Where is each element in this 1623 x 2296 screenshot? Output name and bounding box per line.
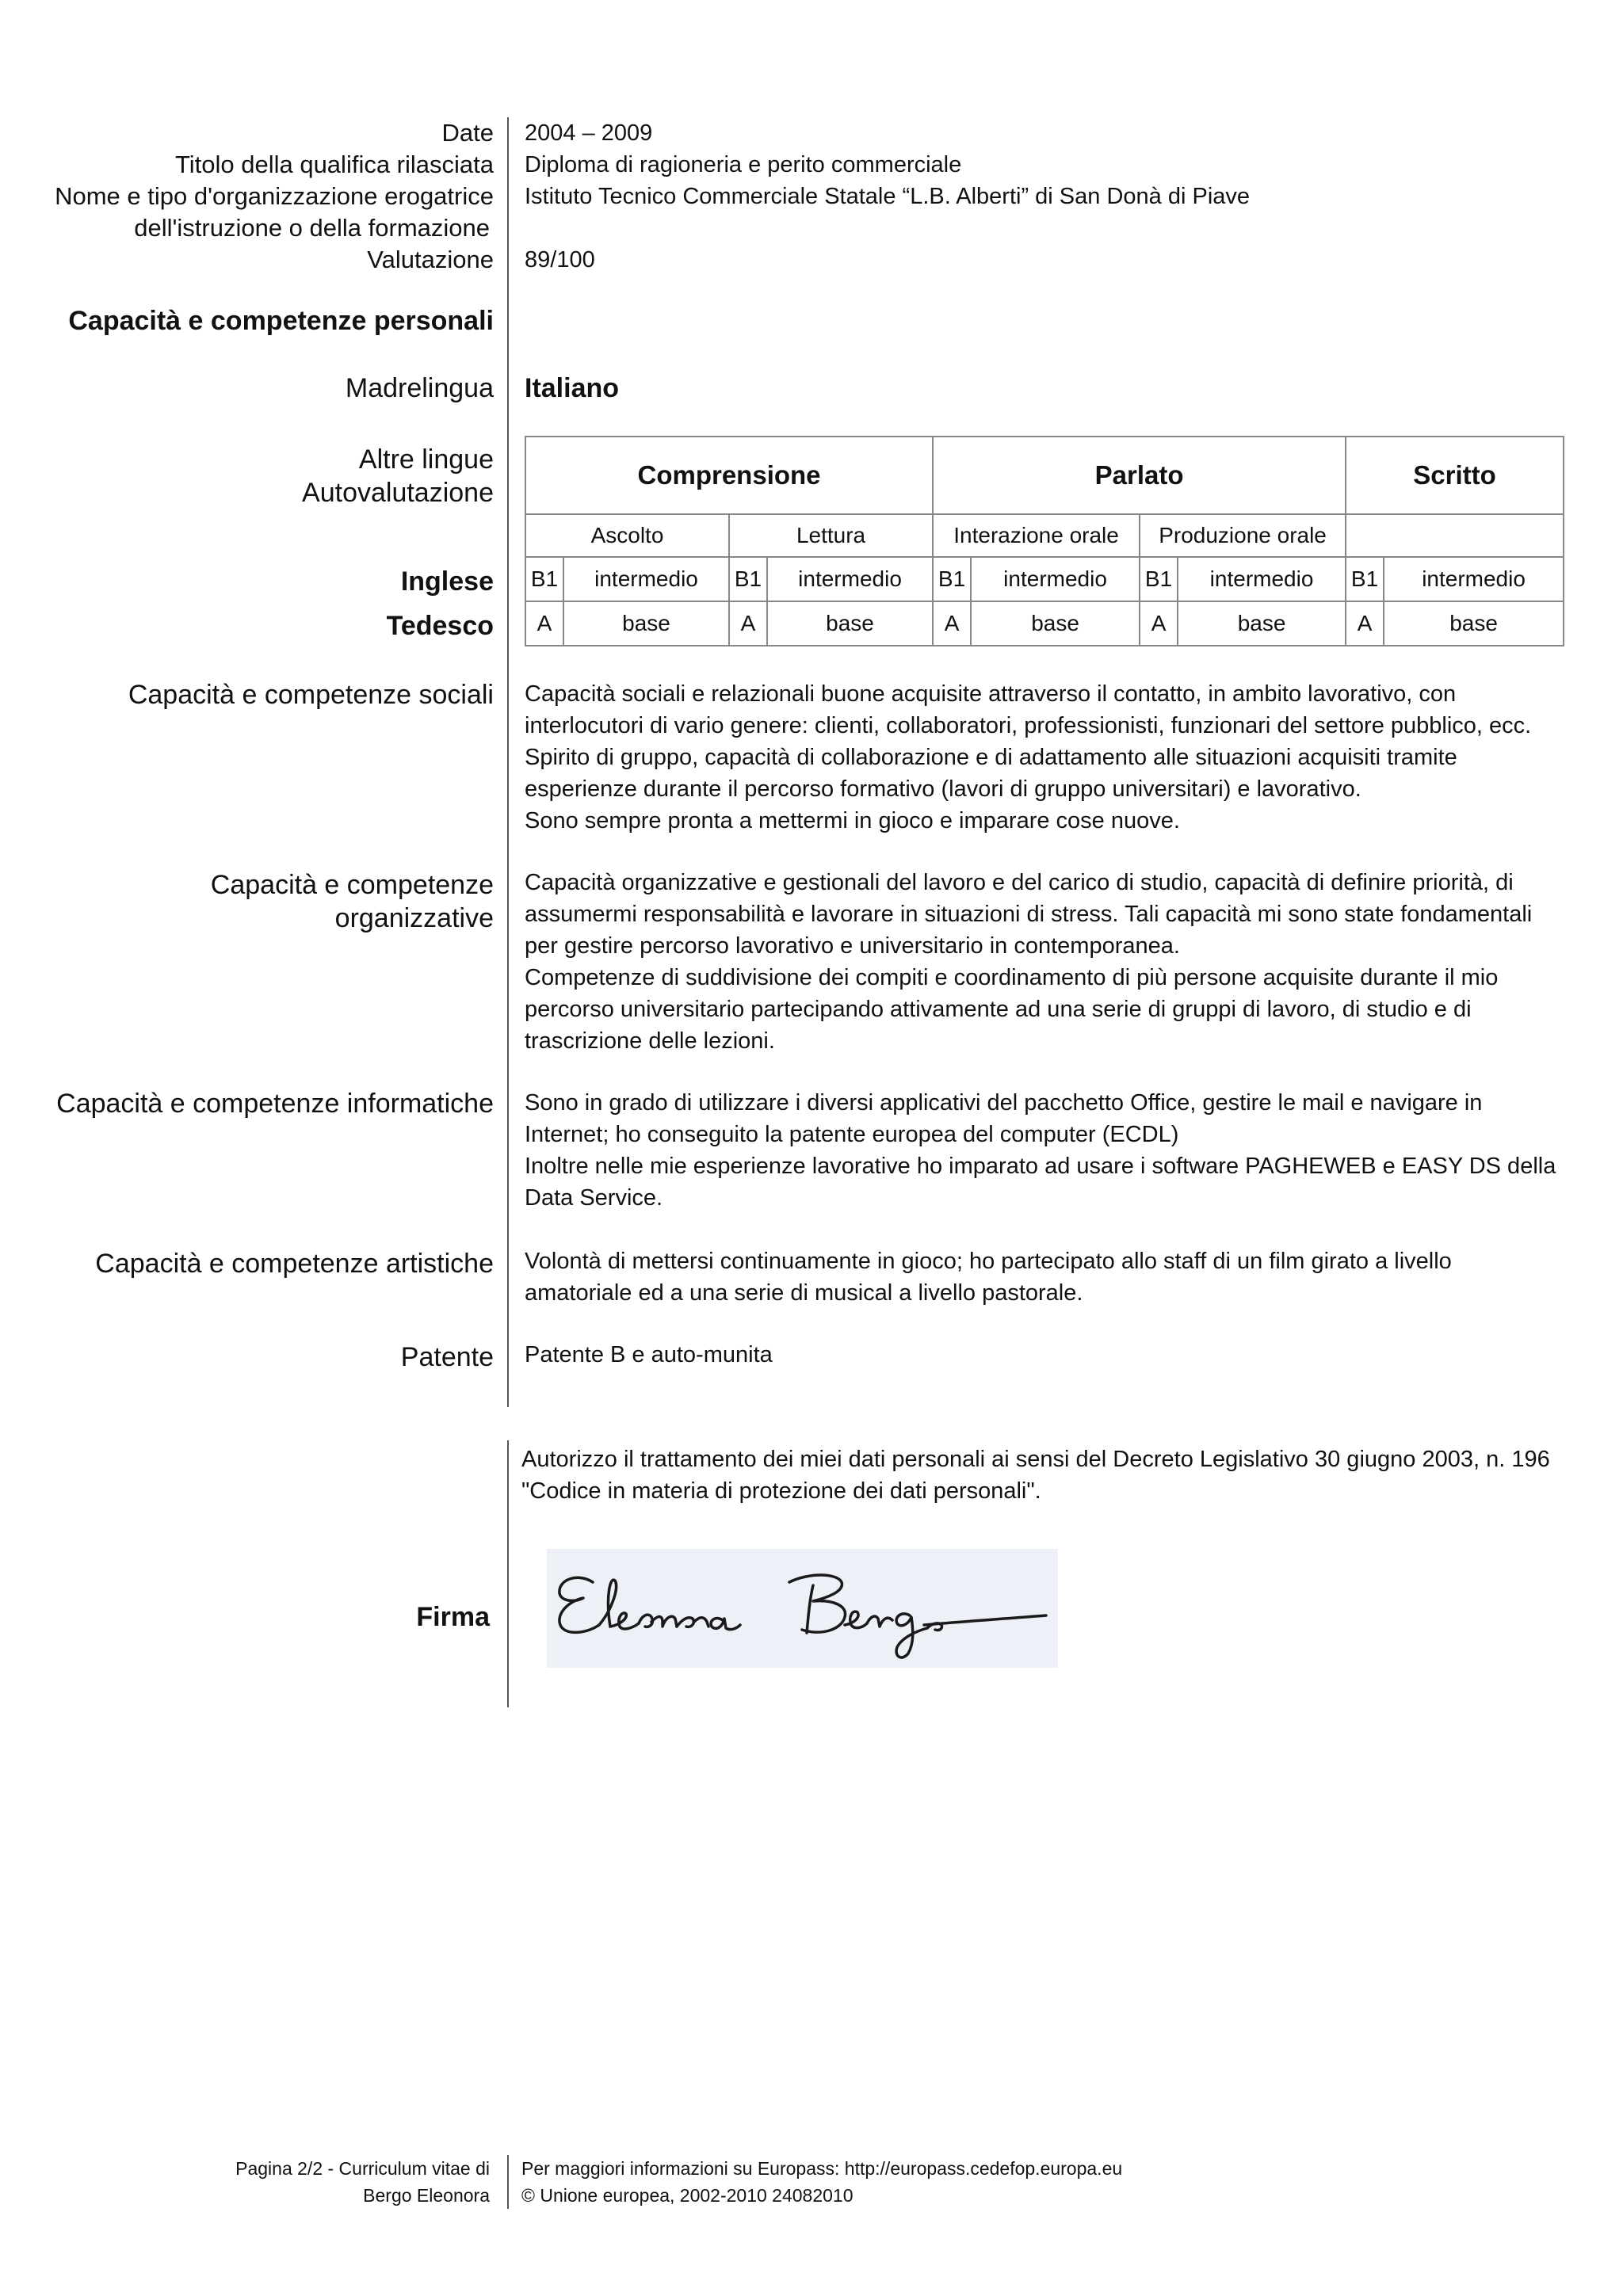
organization-label-line-2: dell'istruzione o della formazione — [134, 214, 490, 242]
text-line: assumermi responsabilità e lavorare in situazioni di stress. Tali capacità mi sono state fondamentali — [525, 902, 1533, 927]
text-line: Data Service. — [525, 1185, 663, 1211]
level-name: base — [1178, 601, 1346, 646]
text-line: per gestire percorso lavorativo e universitario in contemporanea. — [525, 933, 1180, 959]
section-title-personal-skills: Capacità e competenze personali — [68, 306, 494, 336]
text-line: Competenze di suddivisione dei compiti e coordinamento di più persone acquisite durante il mio — [525, 965, 1499, 990]
text-line: Capacità organizzative e gestionali del lavoro e del carico di studio, capacità di definire priorità, di — [525, 870, 1514, 895]
subheader-ascolto: Ascolto — [525, 514, 729, 557]
license-label: Patente — [400, 1342, 494, 1372]
text-line: esperienze durante il percorso formativo (lavori di gruppo universitari) e lavorativo. — [525, 776, 1361, 802]
qualification-label: Titolo della qualifica rilasciata — [174, 151, 494, 178]
text-line: trascrizione delle lezioni. — [525, 1028, 775, 1054]
self-assessment-label: Autovalutazione — [302, 478, 494, 508]
social-skills-label: Capacità e competenze sociali — [128, 680, 494, 710]
column-divider-footer — [507, 2155, 509, 2209]
table-row — [525, 557, 1564, 601]
level-code: B1 — [1140, 557, 1178, 601]
handwritten-signature — [547, 1549, 1058, 1668]
level-code: A — [729, 601, 767, 646]
level-code: B1 — [933, 557, 971, 601]
artistic-skills-text — [525, 1245, 1579, 1309]
footer-author-line: Bergo Eleonora — [363, 2185, 490, 2206]
subheader-lettura: Lettura — [729, 514, 933, 557]
text-line: Inoltre nelle mie esperienze lavorative ho imparato ad usare i software PAGHEWEB e EASY DS della — [525, 1154, 1556, 1179]
text-line: Spirito di gruppo, capacità di collaborazione e di adattamento alle situazioni acquisiti tramite — [525, 745, 1457, 770]
footer-info-link-line: Per maggiori informazioni su Europass: http://europass.cedefop.europa.eu — [521, 2158, 1123, 2179]
subheader-interazione-orale: Interazione orale — [933, 514, 1140, 557]
level-code: A — [525, 601, 563, 646]
text-line: amatoriale ed a una serie di musical a livello pastorale. — [525, 1280, 1083, 1306]
artistic-skills-label: Capacità e competenze artistiche — [95, 1249, 494, 1279]
organization-value: Istituto Tecnico Commerciale Statale “L.B. Alberti” di San Donà di Piave — [525, 184, 1251, 209]
subheader-produzione-orale: Produzione orale — [1140, 514, 1346, 557]
header-scritto: Scritto — [1346, 437, 1564, 514]
text-line: Sono sempre pronta a mettermi in gioco e imparare cose nuove. — [525, 808, 1180, 833]
level-name: intermedio — [1178, 557, 1346, 601]
organizational-skills-label-line-2: organizzative — [334, 903, 494, 933]
level-name: intermedio — [767, 557, 933, 601]
signature-label: Firma — [416, 1602, 490, 1632]
text-line: Sono in grado di utilizzare i diversi applicativi del pacchetto Office, gestire le mail e navigare in — [525, 1090, 1483, 1116]
footer-copyright-line: © Unione europea, 2002-2010 24082010 — [521, 2185, 854, 2206]
language-row-label-german: Tedesco — [386, 611, 494, 641]
organizational-skills-text — [525, 867, 1579, 1057]
mother-tongue-label: Madrelingua — [345, 373, 494, 403]
text-line: "Codice in materia di protezione dei dati personali". — [521, 1478, 1041, 1504]
column-divider-signature — [507, 1440, 509, 1707]
language-row-label-english: Inglese — [400, 566, 494, 597]
level-name: intermedio — [971, 557, 1140, 601]
level-code: B1 — [1346, 557, 1384, 601]
text-line: Volontà di mettersi continuamente in gioco; ho partecipato allo staff di un film girato a livello — [525, 1249, 1452, 1274]
footer-page-line: Pagina 2/2 - Curriculum vitae di — [235, 2158, 490, 2179]
level-code: B1 — [525, 557, 563, 601]
table-row — [525, 601, 1564, 646]
header-comprensione: Comprensione — [525, 437, 933, 514]
date-label: Date — [441, 119, 494, 147]
footer-page-info — [235, 2155, 490, 2209]
header-parlato: Parlato — [933, 437, 1346, 514]
subheader-empty — [1346, 514, 1564, 557]
level-name: base — [971, 601, 1140, 646]
computer-skills-text — [525, 1087, 1579, 1214]
text-line: Capacità sociali e relazionali buone acquisite attraverso il contatto, in ambito lavorativo, con — [525, 681, 1457, 707]
social-skills-text — [525, 678, 1579, 837]
footer-europass-info — [521, 2155, 1122, 2209]
organization-label-line-1: Nome e tipo d'organizzazione erogatrice — [55, 182, 494, 210]
level-code: A — [933, 601, 971, 646]
level-name: base — [767, 601, 933, 646]
license-value: Patente B e auto-munita — [525, 1342, 773, 1367]
column-divider-main — [507, 117, 509, 1407]
other-languages-label: Altre lingue — [358, 444, 494, 475]
level-name: intermedio — [1384, 557, 1564, 601]
privacy-consent-text — [521, 1444, 1575, 1507]
level-name: base — [1384, 601, 1564, 646]
grade-value: 89/100 — [525, 247, 595, 273]
text-line: percorso universitario partecipando attivamente ad una serie di gruppi di lavoro, di studio e di — [525, 997, 1472, 1022]
signature-image — [547, 1549, 1058, 1668]
mother-tongue-value: Italiano — [525, 373, 620, 403]
level-code: A — [1346, 601, 1384, 646]
qualification-value: Diploma di ragioneria e perito commerciale — [525, 152, 962, 177]
level-code: B1 — [729, 557, 767, 601]
level-name: intermedio — [563, 557, 729, 601]
grade-label: Valutazione — [367, 246, 494, 273]
level-code: A — [1140, 601, 1178, 646]
language-table — [525, 436, 1564, 646]
computer-skills-label: Capacità e competenze informatiche — [56, 1089, 494, 1119]
text-line: Internet; ho conseguito la patente europea del computer (ECDL) — [525, 1122, 1179, 1147]
text-line: interlocutori di vario genere: clienti, collaboratori, professionisti, funzionari del settore pubblico, ecc. — [525, 713, 1532, 738]
organizational-skills-label-line-1: Capacità e competenze — [210, 870, 494, 900]
date-value: 2004 – 2009 — [525, 120, 653, 146]
text-line: Autorizzo il trattamento dei miei dati personali ai sensi del Decreto Legislativo 30 giugno 2003, n. 196 — [521, 1447, 1550, 1472]
level-name: base — [563, 601, 729, 646]
